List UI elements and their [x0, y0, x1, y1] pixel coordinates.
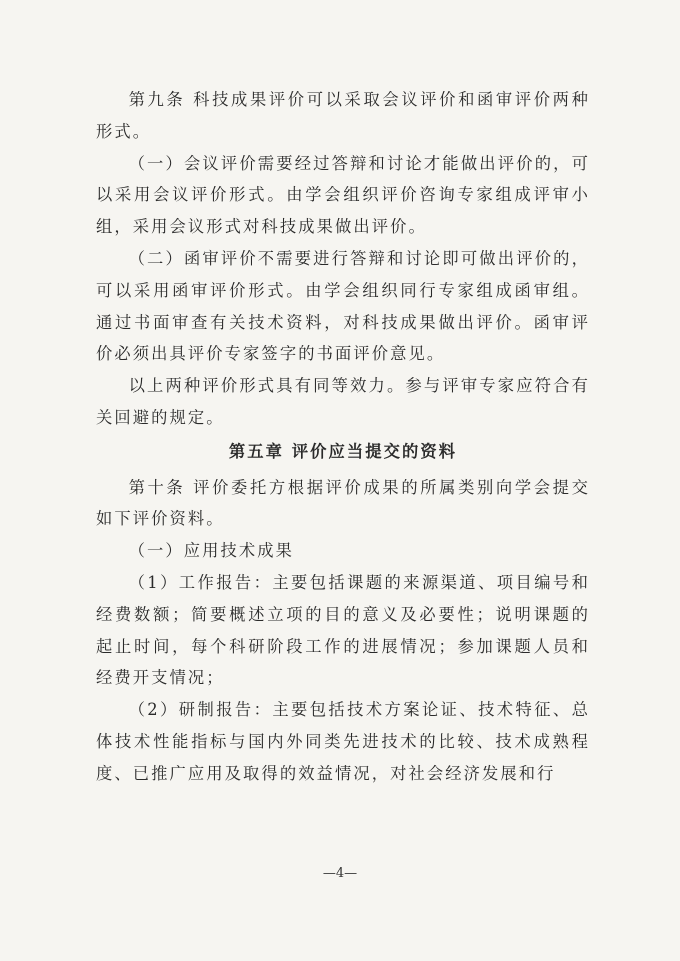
document-body — [96, 84, 590, 790]
chapter-title: 第五章 评价应当提交的资料 — [228, 441, 458, 461]
paragraph-article-9: 第九条 科技成果评价可以采取会议评价和函审评价两种形式。 — [96, 90, 590, 141]
paragraph-research-report: （2）研制报告：主要包括技术方案论证、技术特征、总体技术性能指标与国内外同类先进技术的比较、技术成熟程度、已推广应用及取得的效益情况，对社会经济发展和行 — [96, 700, 590, 783]
page-number: —4— — [322, 866, 358, 881]
paragraph-correspondence-evaluation: （二）函审评价不需要进行答辩和讨论即可做出评价的，可以采用函审评价形式。由学会组织同行专家组成函审组。通过书面审查有关技术资料，对科技成果做出评价。函审评价必须出具评价专家签字的书面评价意见。 — [96, 248, 590, 364]
paragraph-applied-tech: （一）应用技术成果 — [128, 541, 295, 561]
paragraph-work-report: （1）工作报告：主要包括课题的来源渠道、项目编号和经费数额；简要概述立项的目的意义及必要性；说明课题的起止时间，每个科研阶段工作的进展情况；参加课题人员和经费开支情况； — [96, 572, 590, 688]
paragraph-article-10: 第十条 评价委托方根据评价成果的所属类别向学会提交如下评价资料。 — [96, 477, 590, 529]
paragraph-equal-validity: 以上两种评价形式具有同等效力。参与评审专家应符合有关回避的规定。 — [96, 376, 590, 427]
paragraph-meeting-evaluation: （一）会议评价需要经过答辩和讨论才能做出评价的，可以采用会议评价形式。由学会组织评价咨询专家组成评审小组，采用会议形式对科技成果做出评价。 — [96, 153, 590, 237]
